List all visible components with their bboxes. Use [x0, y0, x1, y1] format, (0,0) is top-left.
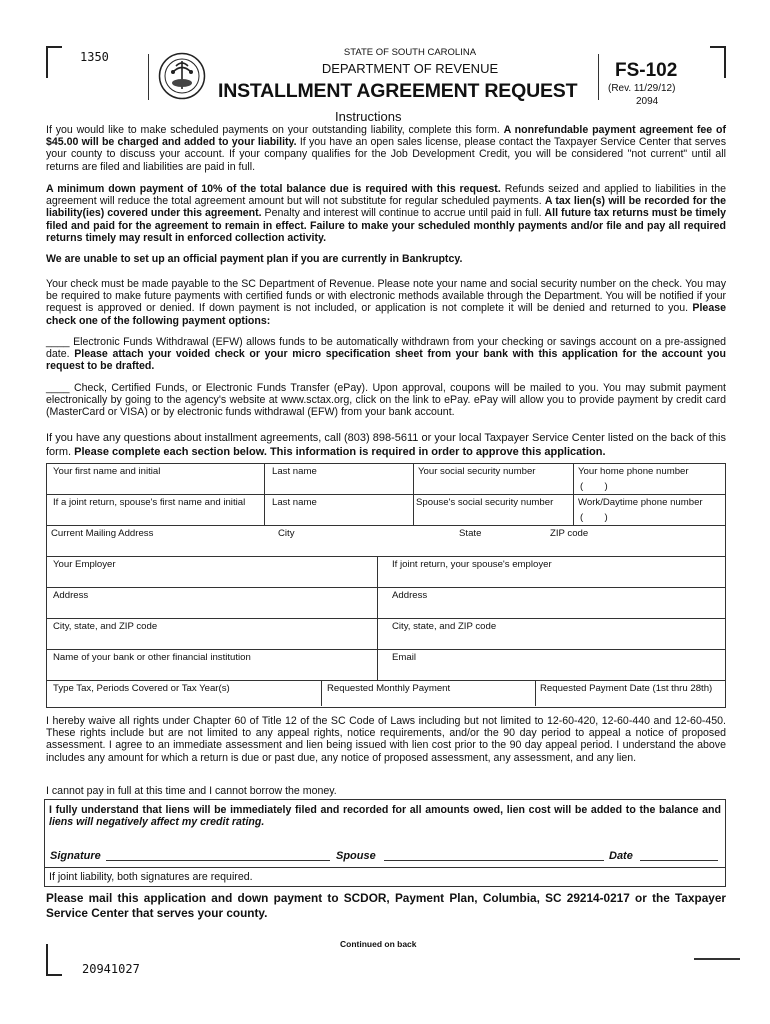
form-col-divider — [321, 680, 322, 706]
employer-city-state-zip-field[interactable]: City, state, and ZIP code — [53, 621, 158, 632]
work-phone-field[interactable]: Work/Daytime phone number — [578, 497, 703, 508]
spouse-employer-field[interactable]: If joint return, your spouse's employer — [392, 559, 552, 570]
mail-instructions: Please mail this application and down payment to SCDOR, Payment Plan, Columbia, SC 29214-0217 or the Taxpayer Service Center that serves your county. — [46, 891, 726, 920]
corner-mark-bottom-left — [46, 944, 62, 976]
spouse-first-name-field[interactable]: If a joint return, spouse's first name and initial — [53, 497, 246, 508]
last-name-field[interactable]: Last name — [272, 466, 317, 477]
home-phone-area-code: ( ) — [580, 481, 608, 492]
header-divider — [148, 54, 149, 100]
title-divider — [598, 54, 599, 100]
form-col-divider — [573, 463, 574, 525]
spouse-employer-address-field[interactable]: Address — [392, 590, 428, 601]
corner-mark-bottom-right — [694, 958, 740, 960]
email-field[interactable]: Email — [392, 652, 416, 663]
employer-address-field[interactable]: Address — [53, 590, 89, 601]
form-row-divider — [46, 494, 725, 495]
continued-note: Continued on back — [340, 939, 417, 949]
lien-acknowledgement-text: I fully understand that liens will be immediately filed and recorded for all amounts owed, lien cost will be added to the balance and liens will negatively affect my credit rating. — [49, 804, 721, 829]
tax-type-field[interactable]: Type Tax, Periods Covered or Tax Year(s) — [53, 683, 230, 694]
corner-mark-top-left — [46, 46, 62, 78]
form-col-divider — [535, 680, 536, 706]
bankruptcy-notice: We are unable to set up an official payment plan if you are currently in Bankruptcy. — [46, 253, 463, 265]
employer-field[interactable]: Your Employer — [53, 559, 116, 570]
payment-date-field[interactable]: Requested Payment Date (1st thru 28th) — [540, 683, 713, 694]
form-col-divider — [413, 463, 414, 525]
spouse-employer-city-state-zip-field[interactable]: City, state, and ZIP code — [392, 621, 497, 632]
state-seal — [158, 52, 206, 100]
form-number: FS-102 — [615, 60, 678, 81]
work-phone-area-code: ( ) — [580, 512, 608, 523]
page-title: INSTALLMENT AGREEMENT REQUEST — [218, 80, 578, 102]
date-label: Date — [609, 850, 633, 862]
check-option: ____ Check, Certified Funds, or Electronic Funds Transfer (ePay). Upon approval, coupons will be mailed to you. You may submit payment electronically by going to the agency's website at www.sctax.org, click on the link to ePay. ePay will allow you to provide payment by credit card (MasterCard or VISA) or by electronic funds withdrawal (EFW) from your bank account. — [46, 382, 726, 419]
form-row-divider — [46, 649, 725, 650]
spouse-signature-line[interactable] — [384, 860, 604, 861]
spouse-signature-label: Spouse — [336, 850, 376, 862]
check-paragraph: Your check must be made payable to the SC Department of Revenue. Please note your name and social security number on the check. You may be required to make future payments with certified funds or with electronic methods available through the Department. You will be notified if your request is approved or denied. If down payment is not included, or application is not complete it will be denied and returned to you. Please check one of the following payment options: — [46, 278, 726, 327]
revision-date: (Rev. 11/29/12) — [608, 83, 676, 94]
form-row-divider — [46, 525, 725, 526]
signature-label: Signature — [50, 850, 101, 862]
signature-line[interactable] — [106, 860, 330, 861]
questions-paragraph: If you have any questions about installment agreements, call (803) 898-5611 or your local Taxpayer Service Center listed on the back of this form. Please complete each section below. This information is required in order to approve this application. — [46, 432, 726, 458]
zip-field[interactable]: ZIP code — [550, 528, 589, 539]
form-row-divider — [46, 587, 725, 588]
form-col-divider — [377, 556, 378, 680]
form-row-divider — [46, 556, 725, 557]
efw-checkbox-blank[interactable]: ____ — [46, 336, 70, 348]
first-name-field[interactable]: Your first name and initial — [53, 466, 161, 477]
state-field[interactable]: State — [459, 528, 482, 539]
revision-code: 2094 — [636, 96, 659, 107]
form-col-divider — [264, 494, 265, 525]
intro-paragraph: If you would like to make scheduled payments on your outstanding liability, complete this form. A nonrefundable payment agreement fee of $45.00 will be charged and added to your liability. If you have an open sales license, please contact the Taxpayer Service Center that serves your county to discuss your account. If your company qualifies for the Job Development Credit, you will be considered "not current" until all returns are filed and liabilities are paid in full. — [46, 124, 726, 173]
form-col-divider — [264, 463, 265, 494]
state-name: STATE OF SOUTH CAROLINA — [343, 47, 477, 58]
spouse-ssn-field[interactable]: Spouse's social security number — [416, 497, 554, 508]
mailing-address-field[interactable]: Current Mailing Address — [51, 528, 154, 539]
monthly-payment-field[interactable]: Requested Monthly Payment — [327, 683, 451, 694]
down-payment-paragraph: A minimum down payment of 10% of the total balance due is required with this request. Refunds seized and applied to liabilities in the agreement will reduce the total agreement amount but will not substitute for regular scheduled payments. A tax lien(s) will be recorded for the liability(ies) covered under this agreement. Penalty and interest will continue to accrue until paid in full. All future tax returns must be timely filed and paid for the agreement to remain in effect. Failure to make your scheduled monthly payments and/or file and pay all required returns timely may result in enforced collection activity. — [46, 183, 727, 244]
waiver-paragraph: I hereby waive all rights under Chapter 60 of Title 12 of the SC Code of Laws including but not limited to 12-60-420, 12-60-440 and 12-60-450. These rights include but are not limited to any appeal rights, notice requirements, and/or the 90 day period to appeal a notice of proposed assessment. I agree to an immediate assessment and lien being issued with lien cost prior to the 90 day appeal period. I understand the above includes any amount for which a return is due or past due, any notice of proposed assessment, any assessment, and any lien. — [46, 715, 726, 764]
efw-option: ____ Electronic Funds Withdrawal (EFW) allows funds to be automatically withdrawn from your checking or savings account on a pre-assigned date. Please attach your voided check or your micro specification sheet from your bank with this application for the account you request to be drafted. — [46, 336, 726, 373]
bank-name-field[interactable]: Name of your bank or other financial institution — [53, 652, 251, 663]
spouse-last-name-field[interactable]: Last name — [272, 497, 317, 508]
date-line[interactable] — [640, 860, 718, 861]
form-row-divider — [46, 680, 725, 681]
footer-code: 20941027 — [82, 962, 140, 976]
check-checkbox-blank[interactable]: ____ — [46, 382, 70, 394]
corner-mark-top-right — [710, 46, 726, 78]
lien-box-divider — [44, 867, 725, 868]
department-name: DEPARTMENT OF REVENUE — [321, 61, 499, 76]
form-row-divider — [46, 618, 725, 619]
city-field[interactable]: City — [278, 528, 295, 539]
form-code: 1350 — [80, 50, 109, 64]
ssn-field[interactable]: Your social security number — [418, 466, 536, 477]
cannot-pay-statement: I cannot pay in full at this time and I cannot borrow the money. — [46, 785, 337, 797]
instructions-heading: Instructions — [335, 109, 402, 124]
home-phone-field[interactable]: Your home phone number — [578, 466, 689, 477]
joint-liability-note: If joint liability, both signatures are required. — [49, 871, 253, 883]
